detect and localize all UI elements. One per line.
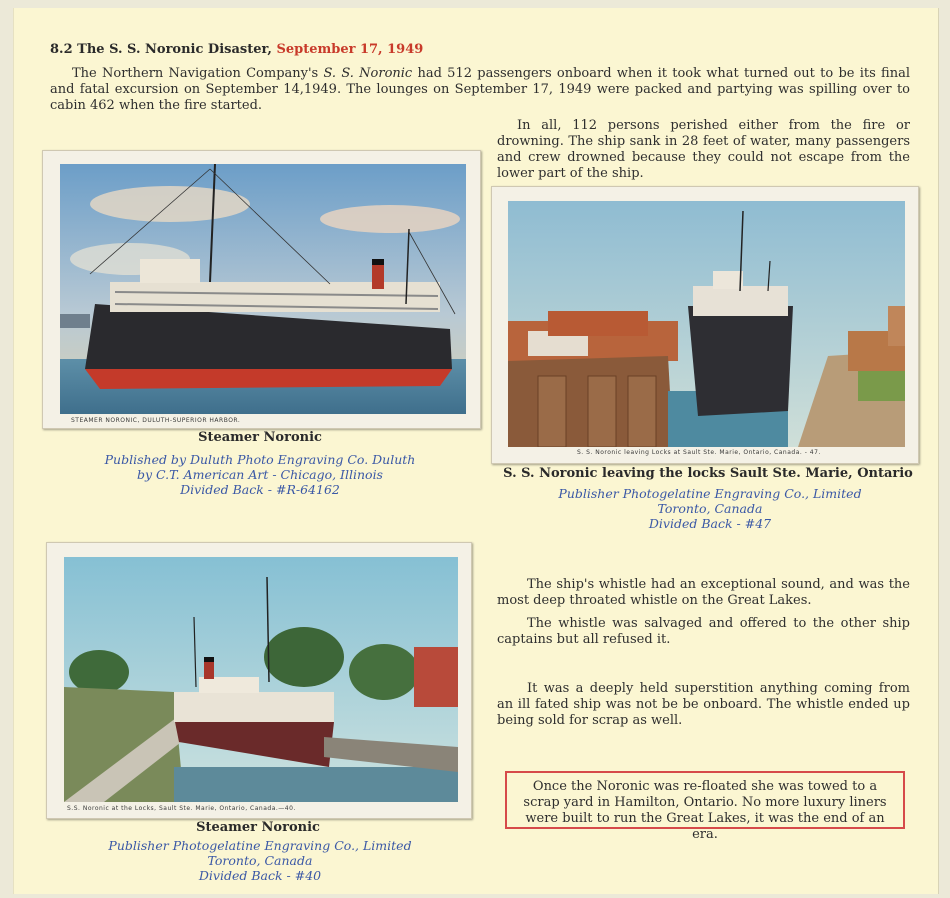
- postcard-2-title: S. S. Noronic leaving the locks Sault Ste. Marie, Ontario: [503, 466, 913, 481]
- postcard-1-title: Steamer Noronic: [198, 430, 322, 445]
- postcard-3-publisher: [90, 838, 430, 883]
- postcard-2-publisher-line: Divided Back - #47: [648, 516, 772, 531]
- postcard-3-image: [64, 557, 458, 802]
- postcard-2-printed-caption: S. S. Noronic leaving Locks at Sault Ste. Marie, Ontario, Canada. - 47.: [577, 449, 821, 456]
- section-number: 8.2: [50, 42, 73, 57]
- postcard-2-publisher-line: Toronto, Canada: [657, 501, 763, 516]
- section-heading: [50, 42, 423, 57]
- postcard-3-publisher-line: Divided Back - #40: [198, 868, 322, 883]
- intro-ship-name: S. S. Noronic: [323, 66, 413, 81]
- postcard-1-publisher-line: Published by Duluth Photo Engraving Co. Duluth: [104, 452, 416, 467]
- postcard-1-image: [60, 164, 466, 414]
- intro-text-2: had 512 passengers onboard when it took what turned out to be its final and fatal excursion on September 14,1949. The lounges on September 17, 1949 were packed and partying was spilling over to cabin 462 when the fire started.: [50, 66, 910, 113]
- ending-boxed-note: Once the Noronic was re-floated she was towed to a scrap yard in Hamilton, Ontario. No more luxury liners were built to run the Great Lakes, it was the end of an era.: [505, 771, 905, 829]
- postcard-noronic-at-locks: [46, 542, 472, 819]
- whistle-paragraph-1: The ship's whistle had an exceptional sound, and was the most deep throated whistle on the Great Lakes.: [497, 577, 910, 608]
- whistle-paragraph-2: The whistle was salvaged and offered to the other ship captains but all refused it.: [497, 616, 910, 647]
- section-title: The S. S. Noronic Disaster,: [77, 42, 272, 57]
- postcard-3-printed-caption: S.S. Noronic at the Locks, Sault Ste. Marie, Ontario, Canada.—40.: [67, 805, 296, 812]
- whistle-paragraph-3: It was a deeply held superstition anything coming from an ill fated ship was not be be onboard. The whistle ended up being sold for scrap as well.: [497, 681, 910, 728]
- postcard-3-title: Steamer Noronic: [196, 820, 320, 835]
- postcard-1-publisher-line: by C.T. American Art - Chicago, Illinois: [137, 467, 383, 482]
- postcard-2-publisher: [540, 486, 880, 531]
- postcard-3-publisher-line: Publisher Photogelatine Engraving Co., Limited: [108, 838, 412, 853]
- intro-text-1: The Northern Navigation Company's: [72, 66, 324, 81]
- postcard-steamer-noronic-duluth: [42, 150, 481, 429]
- section-date: September 17, 1949: [276, 42, 424, 57]
- postcard-3-publisher-line: Toronto, Canada: [207, 853, 313, 868]
- postcard-1-publisher-line: Divided Back - #R-64162: [180, 482, 340, 497]
- postcard-1-printed-caption: STEAMER NORONIC, DULUTH-SUPERIOR HARBOR.: [71, 417, 241, 424]
- postcard-noronic-leaving-locks: [491, 186, 919, 464]
- postcard-2-publisher-line: Publisher Photogelatine Engraving Co., Limited: [558, 486, 862, 501]
- postcard-2-image: [508, 201, 905, 447]
- perished-paragraph: In all, 112 persons perished either from the fire or drowning. The ship sank in 28 feet of water, many passengers and crew drowned because they could not escape from the lower part of the ship.: [497, 118, 910, 181]
- postcard-1-publisher: [90, 452, 430, 497]
- intro-paragraph: [50, 66, 910, 114]
